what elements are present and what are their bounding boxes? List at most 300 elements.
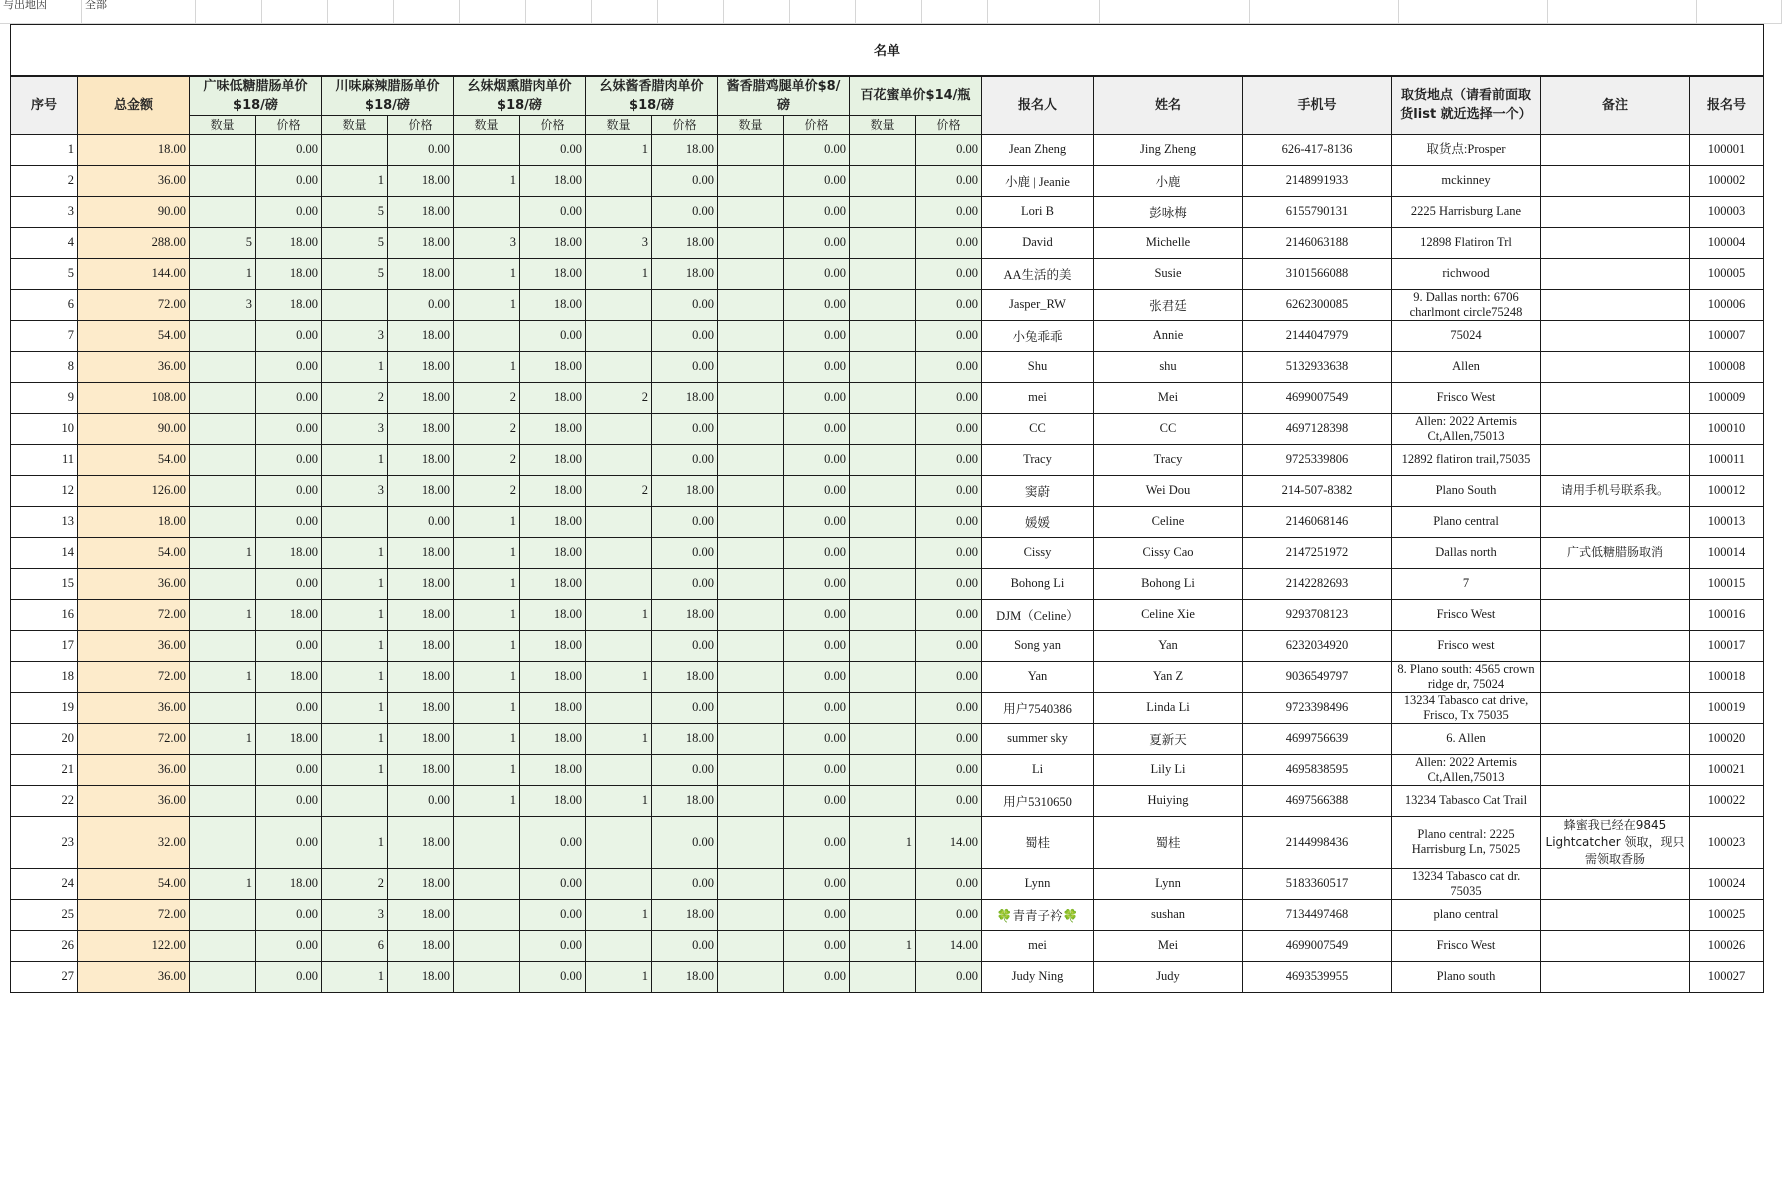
cell-qty[interactable]: 1 [454, 537, 520, 568]
cell-qty[interactable] [718, 630, 784, 661]
cell-price[interactable]: 18.00 [652, 475, 718, 506]
cell-total[interactable]: 90.00 [78, 196, 190, 227]
cell-seq[interactable]: 6 [11, 289, 78, 320]
cell-reg-no[interactable]: 100017 [1690, 630, 1764, 661]
cell-note[interactable] [1541, 661, 1690, 692]
cell-note[interactable] [1541, 165, 1690, 196]
cell-phone[interactable]: 2148991933 [1243, 165, 1392, 196]
cell-note[interactable] [1541, 382, 1690, 413]
cell-price[interactable]: 0.00 [652, 868, 718, 899]
cell-total[interactable]: 54.00 [78, 444, 190, 475]
cell-qty[interactable] [718, 320, 784, 351]
cell-price[interactable]: 0.00 [916, 754, 982, 785]
cell-qty[interactable] [190, 351, 256, 382]
cell-registrant[interactable]: Li [982, 754, 1094, 785]
cell-price[interactable]: 0.00 [784, 692, 850, 723]
cell-price[interactable]: 0.00 [784, 785, 850, 816]
cell-price[interactable]: 0.00 [784, 289, 850, 320]
cell-qty[interactable] [850, 475, 916, 506]
cell-qty[interactable] [850, 568, 916, 599]
cell-phone[interactable]: 9293708123 [1243, 599, 1392, 630]
cell-price[interactable]: 18.00 [520, 413, 586, 444]
cell-name[interactable]: Lily Li [1094, 754, 1243, 785]
cell-price[interactable]: 0.00 [256, 444, 322, 475]
cell-price[interactable]: 0.00 [916, 351, 982, 382]
cell-price[interactable]: 18.00 [388, 196, 454, 227]
cell-qty[interactable] [850, 961, 916, 992]
cell-qty[interactable] [586, 289, 652, 320]
cell-price[interactable]: 0.00 [916, 568, 982, 599]
cell-name[interactable]: Yan [1094, 630, 1243, 661]
cell-price[interactable]: 18.00 [388, 816, 454, 868]
cell-price[interactable]: 18.00 [520, 227, 586, 258]
cell-price[interactable]: 0.00 [784, 444, 850, 475]
cell-qty[interactable]: 1 [586, 134, 652, 165]
cell-price[interactable]: 0.00 [652, 196, 718, 227]
cell-seq[interactable]: 18 [11, 661, 78, 692]
cell-registrant[interactable]: Tracy [982, 444, 1094, 475]
cell-qty[interactable]: 5 [322, 258, 388, 289]
cell-qty[interactable] [586, 692, 652, 723]
cell-qty[interactable]: 1 [190, 599, 256, 630]
cell-qty[interactable] [850, 785, 916, 816]
cell-qty[interactable] [190, 754, 256, 785]
cell-qty[interactable] [190, 506, 256, 537]
cell-qty[interactable] [586, 537, 652, 568]
cell-price[interactable]: 18.00 [520, 599, 586, 630]
cell-total[interactable]: 108.00 [78, 382, 190, 413]
cell-price[interactable]: 0.00 [784, 320, 850, 351]
cell-qty[interactable] [718, 196, 784, 227]
cell-qty[interactable]: 2 [586, 475, 652, 506]
cell-note[interactable] [1541, 413, 1690, 444]
cell-qty[interactable]: 3 [586, 227, 652, 258]
cell-total[interactable]: 54.00 [78, 868, 190, 899]
cell-qty[interactable] [850, 320, 916, 351]
cell-qty[interactable] [454, 930, 520, 961]
cell-registrant[interactable]: mei [982, 382, 1094, 413]
cell-qty[interactable] [586, 930, 652, 961]
cell-name[interactable]: 彭咏梅 [1094, 196, 1243, 227]
cell-reg-no[interactable]: 100005 [1690, 258, 1764, 289]
cell-pickup[interactable]: richwood [1392, 258, 1541, 289]
cell-price[interactable]: 18.00 [652, 382, 718, 413]
cell-price[interactable]: 0.00 [520, 196, 586, 227]
cell-reg-no[interactable]: 100014 [1690, 537, 1764, 568]
cell-note[interactable]: 广式低糖腊肠取消 [1541, 537, 1690, 568]
cell-price[interactable]: 0.00 [520, 320, 586, 351]
cell-price[interactable]: 18.00 [520, 506, 586, 537]
cell-qty[interactable] [190, 413, 256, 444]
cell-registrant[interactable]: Bohong Li [982, 568, 1094, 599]
cell-phone[interactable]: 4699007549 [1243, 930, 1392, 961]
cell-note[interactable] [1541, 930, 1690, 961]
cell-registrant[interactable]: Jasper_RW [982, 289, 1094, 320]
cell-reg-no[interactable]: 100025 [1690, 899, 1764, 930]
cell-price[interactable]: 18.00 [520, 630, 586, 661]
cell-registrant[interactable]: 用户7540386 [982, 692, 1094, 723]
cell-price[interactable]: 0.00 [520, 868, 586, 899]
cell-phone[interactable]: 4695838595 [1243, 754, 1392, 785]
cell-price[interactable]: 18.00 [388, 444, 454, 475]
cell-seq[interactable]: 21 [11, 754, 78, 785]
cell-qty[interactable] [850, 227, 916, 258]
cell-price[interactable]: 18.00 [520, 568, 586, 599]
cell-qty[interactable] [190, 475, 256, 506]
cell-price[interactable]: 0.00 [256, 134, 322, 165]
cell-price[interactable]: 0.00 [388, 289, 454, 320]
cell-reg-no[interactable]: 100021 [1690, 754, 1764, 785]
cell-price[interactable]: 18.00 [256, 258, 322, 289]
cell-qty[interactable]: 1 [322, 537, 388, 568]
cell-price[interactable]: 0.00 [784, 930, 850, 961]
cell-note[interactable] [1541, 506, 1690, 537]
cell-seq[interactable]: 24 [11, 868, 78, 899]
cell-price[interactable]: 18.00 [520, 351, 586, 382]
cell-name[interactable]: CC [1094, 413, 1243, 444]
cell-reg-no[interactable]: 100010 [1690, 413, 1764, 444]
cell-price[interactable]: 0.00 [652, 630, 718, 661]
cell-qty[interactable]: 1 [586, 785, 652, 816]
cell-qty[interactable]: 1 [322, 723, 388, 754]
cell-qty[interactable] [850, 196, 916, 227]
cell-total[interactable]: 18.00 [78, 134, 190, 165]
cell-price[interactable]: 0.00 [256, 785, 322, 816]
cell-pickup[interactable]: plano central [1392, 899, 1541, 930]
cell-reg-no[interactable]: 100007 [1690, 320, 1764, 351]
cell-qty[interactable]: 1 [454, 630, 520, 661]
cell-qty[interactable]: 1 [454, 351, 520, 382]
cell-total[interactable]: 72.00 [78, 599, 190, 630]
cell-total[interactable]: 36.00 [78, 351, 190, 382]
cell-qty[interactable]: 1 [322, 961, 388, 992]
cell-price[interactable]: 18.00 [520, 692, 586, 723]
cell-price[interactable]: 0.00 [784, 413, 850, 444]
cell-price[interactable]: 0.00 [916, 599, 982, 630]
cell-qty[interactable]: 3 [322, 475, 388, 506]
cell-total[interactable]: 36.00 [78, 630, 190, 661]
cell-phone[interactable]: 3101566088 [1243, 258, 1392, 289]
cell-registrant[interactable]: Lori B [982, 196, 1094, 227]
cell-pickup[interactable]: 8. Plano south: 4565 crown ridge dr, 75024 [1392, 661, 1541, 692]
cell-note[interactable] [1541, 227, 1690, 258]
cell-name[interactable]: 夏新天 [1094, 723, 1243, 754]
cell-qty[interactable] [454, 899, 520, 930]
cell-price[interactable]: 18.00 [388, 165, 454, 196]
cell-phone[interactable]: 9725339806 [1243, 444, 1392, 475]
cell-total[interactable]: 36.00 [78, 961, 190, 992]
cell-price[interactable]: 0.00 [784, 196, 850, 227]
cell-pickup[interactable]: 7 [1392, 568, 1541, 599]
cell-qty[interactable]: 1 [322, 568, 388, 599]
cell-reg-no[interactable]: 100011 [1690, 444, 1764, 475]
cell-name[interactable]: Cissy Cao [1094, 537, 1243, 568]
cell-price[interactable]: 0.00 [784, 227, 850, 258]
cell-phone[interactable]: 9036549797 [1243, 661, 1392, 692]
cell-phone[interactable]: 2147251972 [1243, 537, 1392, 568]
cell-seq[interactable]: 13 [11, 506, 78, 537]
cell-price[interactable]: 18.00 [388, 599, 454, 630]
cell-pickup[interactable]: Plano south [1392, 961, 1541, 992]
cell-qty[interactable] [718, 816, 784, 868]
cell-name[interactable]: Annie [1094, 320, 1243, 351]
cell-pickup[interactable]: 75024 [1392, 320, 1541, 351]
cell-price[interactable]: 0.00 [784, 630, 850, 661]
cell-price[interactable]: 0.00 [256, 899, 322, 930]
cell-qty[interactable]: 6 [322, 930, 388, 961]
cell-note[interactable] [1541, 868, 1690, 899]
cell-qty[interactable]: 2 [454, 444, 520, 475]
cell-qty[interactable] [322, 289, 388, 320]
cell-pickup[interactable]: mckinney [1392, 165, 1541, 196]
cell-pickup[interactable]: 13234 Tabasco cat dr. 75035 [1392, 868, 1541, 899]
cell-qty[interactable] [190, 930, 256, 961]
cell-price[interactable]: 0.00 [916, 444, 982, 475]
cell-phone[interactable]: 6232034920 [1243, 630, 1392, 661]
cell-qty[interactable] [718, 899, 784, 930]
cell-price[interactable]: 18.00 [388, 537, 454, 568]
cell-pickup[interactable]: Frisco West [1392, 382, 1541, 413]
cell-seq[interactable]: 10 [11, 413, 78, 444]
cell-price[interactable]: 0.00 [256, 475, 322, 506]
cell-seq[interactable]: 16 [11, 599, 78, 630]
cell-qty[interactable] [190, 320, 256, 351]
cell-name[interactable]: Judy [1094, 961, 1243, 992]
cell-qty[interactable]: 3 [322, 320, 388, 351]
cell-price[interactable]: 18.00 [652, 723, 718, 754]
cell-price[interactable]: 0.00 [256, 692, 322, 723]
cell-name[interactable]: Wei Dou [1094, 475, 1243, 506]
cell-name[interactable]: Yan Z [1094, 661, 1243, 692]
cell-price[interactable]: 0.00 [916, 475, 982, 506]
cell-qty[interactable]: 1 [586, 723, 652, 754]
cell-price[interactable]: 0.00 [916, 630, 982, 661]
cell-registrant[interactable]: David [982, 227, 1094, 258]
cell-qty[interactable] [718, 165, 784, 196]
cell-qty[interactable] [190, 165, 256, 196]
cell-qty[interactable]: 1 [454, 165, 520, 196]
cell-qty[interactable] [586, 568, 652, 599]
cell-qty[interactable]: 1 [322, 816, 388, 868]
cell-pickup[interactable]: Plano South [1392, 475, 1541, 506]
cell-price[interactable]: 18.00 [652, 961, 718, 992]
cell-qty[interactable]: 1 [586, 899, 652, 930]
cell-qty[interactable] [454, 816, 520, 868]
cell-qty[interactable] [718, 754, 784, 785]
cell-price[interactable]: 0.00 [784, 723, 850, 754]
cell-qty[interactable] [850, 413, 916, 444]
cell-total[interactable]: 72.00 [78, 289, 190, 320]
cell-qty[interactable] [190, 444, 256, 475]
cell-qty[interactable] [718, 227, 784, 258]
cell-seq[interactable]: 19 [11, 692, 78, 723]
cell-registrant[interactable]: Lynn [982, 868, 1094, 899]
cell-reg-no[interactable]: 100024 [1690, 868, 1764, 899]
cell-seq[interactable]: 22 [11, 785, 78, 816]
cell-total[interactable]: 72.00 [78, 661, 190, 692]
cell-qty[interactable]: 1 [322, 351, 388, 382]
cell-qty[interactable] [850, 382, 916, 413]
cell-phone[interactable]: 6262300085 [1243, 289, 1392, 320]
cell-price[interactable]: 0.00 [652, 754, 718, 785]
cell-qty[interactable] [850, 165, 916, 196]
cell-name[interactable]: Linda Li [1094, 692, 1243, 723]
cell-phone[interactable]: 2142282693 [1243, 568, 1392, 599]
cell-total[interactable]: 126.00 [78, 475, 190, 506]
cell-price[interactable]: 18.00 [388, 899, 454, 930]
cell-qty[interactable]: 1 [322, 754, 388, 785]
cell-registrant[interactable]: DJM（Celine） [982, 599, 1094, 630]
cell-seq[interactable]: 15 [11, 568, 78, 599]
cell-phone[interactable]: 4693539955 [1243, 961, 1392, 992]
cell-qty[interactable] [850, 134, 916, 165]
cell-price[interactable]: 0.00 [652, 930, 718, 961]
cell-seq[interactable]: 5 [11, 258, 78, 289]
cell-qty[interactable] [190, 134, 256, 165]
cell-qty[interactable] [718, 599, 784, 630]
cell-qty[interactable] [850, 692, 916, 723]
cell-qty[interactable]: 1 [322, 661, 388, 692]
cell-qty[interactable] [190, 692, 256, 723]
cell-qty[interactable] [454, 320, 520, 351]
cell-qty[interactable]: 1 [454, 506, 520, 537]
cell-price[interactable]: 18.00 [652, 134, 718, 165]
cell-price[interactable]: 18.00 [388, 568, 454, 599]
cell-pickup[interactable]: Allen: 2022 Artemis Ct,Allen,75013 [1392, 413, 1541, 444]
cell-price[interactable]: 0.00 [256, 196, 322, 227]
cell-registrant[interactable]: 小兔乖乖 [982, 320, 1094, 351]
cell-seq[interactable]: 23 [11, 816, 78, 868]
cell-seq[interactable]: 27 [11, 961, 78, 992]
cell-price[interactable]: 0.00 [916, 413, 982, 444]
cell-phone[interactable]: 4699756639 [1243, 723, 1392, 754]
cell-qty[interactable] [586, 444, 652, 475]
cell-qty[interactable] [850, 630, 916, 661]
cell-qty[interactable] [322, 134, 388, 165]
cell-price[interactable]: 0.00 [652, 537, 718, 568]
cell-note[interactable] [1541, 599, 1690, 630]
cell-price[interactable]: 0.00 [784, 506, 850, 537]
cell-qty[interactable] [190, 961, 256, 992]
cell-qty[interactable]: 3 [454, 227, 520, 258]
cell-price[interactable]: 0.00 [916, 258, 982, 289]
cell-total[interactable]: 72.00 [78, 723, 190, 754]
cell-qty[interactable] [190, 630, 256, 661]
cell-price[interactable]: 0.00 [784, 868, 850, 899]
cell-note[interactable] [1541, 444, 1690, 475]
cell-registrant[interactable]: 用户5310650 [982, 785, 1094, 816]
cell-reg-no[interactable]: 100020 [1690, 723, 1764, 754]
cell-qty[interactable] [718, 258, 784, 289]
cell-phone[interactable]: 4697566388 [1243, 785, 1392, 816]
cell-registrant[interactable]: Song yan [982, 630, 1094, 661]
cell-price[interactable]: 18.00 [388, 475, 454, 506]
cell-note[interactable]: 蜂蜜我已经在9845 Lightcatcher 领取，现只需领取香肠 [1541, 816, 1690, 868]
cell-qty[interactable]: 1 [454, 785, 520, 816]
cell-price[interactable]: 0.00 [916, 506, 982, 537]
cell-price[interactable]: 0.00 [784, 568, 850, 599]
cell-qty[interactable] [586, 196, 652, 227]
cell-reg-no[interactable]: 100016 [1690, 599, 1764, 630]
cell-note[interactable] [1541, 196, 1690, 227]
cell-price[interactable]: 18.00 [520, 537, 586, 568]
cell-note[interactable] [1541, 134, 1690, 165]
cell-price[interactable]: 18.00 [652, 661, 718, 692]
cell-qty[interactable]: 1 [586, 661, 652, 692]
cell-price[interactable]: 14.00 [916, 816, 982, 868]
cell-note[interactable] [1541, 899, 1690, 930]
cell-qty[interactable] [190, 816, 256, 868]
cell-price[interactable]: 0.00 [520, 816, 586, 868]
cell-name[interactable]: 张君廷 [1094, 289, 1243, 320]
cell-pickup[interactable]: 2225 Harrisburg Lane [1392, 196, 1541, 227]
cell-price[interactable]: 18.00 [652, 258, 718, 289]
cell-price[interactable]: 18.00 [256, 227, 322, 258]
cell-qty[interactable] [850, 868, 916, 899]
cell-qty[interactable] [850, 661, 916, 692]
cell-qty[interactable]: 1 [322, 630, 388, 661]
cell-price[interactable]: 18.00 [388, 413, 454, 444]
cell-name[interactable]: Celine [1094, 506, 1243, 537]
cell-price[interactable]: 0.00 [916, 320, 982, 351]
cell-phone[interactable]: 5183360517 [1243, 868, 1392, 899]
cell-seq[interactable]: 11 [11, 444, 78, 475]
cell-note[interactable] [1541, 289, 1690, 320]
cell-price[interactable]: 18.00 [520, 785, 586, 816]
cell-price[interactable]: 0.00 [256, 382, 322, 413]
cell-qty[interactable]: 5 [190, 227, 256, 258]
cell-price[interactable]: 18.00 [388, 227, 454, 258]
cell-reg-no[interactable]: 100002 [1690, 165, 1764, 196]
cell-price[interactable]: 0.00 [256, 568, 322, 599]
cell-qty[interactable] [454, 134, 520, 165]
cell-name[interactable]: 小鹿 [1094, 165, 1243, 196]
cell-registrant[interactable]: 媛媛 [982, 506, 1094, 537]
cell-price[interactable]: 0.00 [652, 320, 718, 351]
cell-note[interactable] [1541, 258, 1690, 289]
cell-price[interactable]: 0.00 [784, 165, 850, 196]
cell-price[interactable]: 0.00 [916, 134, 982, 165]
cell-price[interactable]: 0.00 [784, 599, 850, 630]
cell-reg-no[interactable]: 100003 [1690, 196, 1764, 227]
cell-total[interactable]: 72.00 [78, 899, 190, 930]
cell-price[interactable]: 18.00 [388, 630, 454, 661]
cell-note[interactable] [1541, 692, 1690, 723]
cell-phone[interactable]: 5132933638 [1243, 351, 1392, 382]
cell-price[interactable]: 18.00 [256, 289, 322, 320]
cell-price[interactable]: 18.00 [388, 320, 454, 351]
cell-qty[interactable]: 1 [454, 723, 520, 754]
cell-phone[interactable]: 2144998436 [1243, 816, 1392, 868]
cell-qty[interactable]: 3 [322, 413, 388, 444]
cell-price[interactable]: 0.00 [256, 630, 322, 661]
cell-qty[interactable]: 1 [454, 692, 520, 723]
cell-reg-no[interactable]: 100026 [1690, 930, 1764, 961]
cell-pickup[interactable]: 9. Dallas north: 6706 charlmont circle75248 [1392, 289, 1541, 320]
cell-price[interactable]: 0.00 [652, 692, 718, 723]
cell-pickup[interactable]: Dallas north [1392, 537, 1541, 568]
cell-registrant[interactable]: Jean Zheng [982, 134, 1094, 165]
cell-price[interactable]: 0.00 [520, 134, 586, 165]
cell-price[interactable]: 18.00 [520, 382, 586, 413]
cell-price[interactable]: 18.00 [520, 289, 586, 320]
cell-qty[interactable]: 1 [190, 537, 256, 568]
cell-qty[interactable] [718, 692, 784, 723]
cell-name[interactable]: Tracy [1094, 444, 1243, 475]
cell-qty[interactable] [586, 868, 652, 899]
cell-qty[interactable] [718, 930, 784, 961]
cell-qty[interactable] [586, 165, 652, 196]
